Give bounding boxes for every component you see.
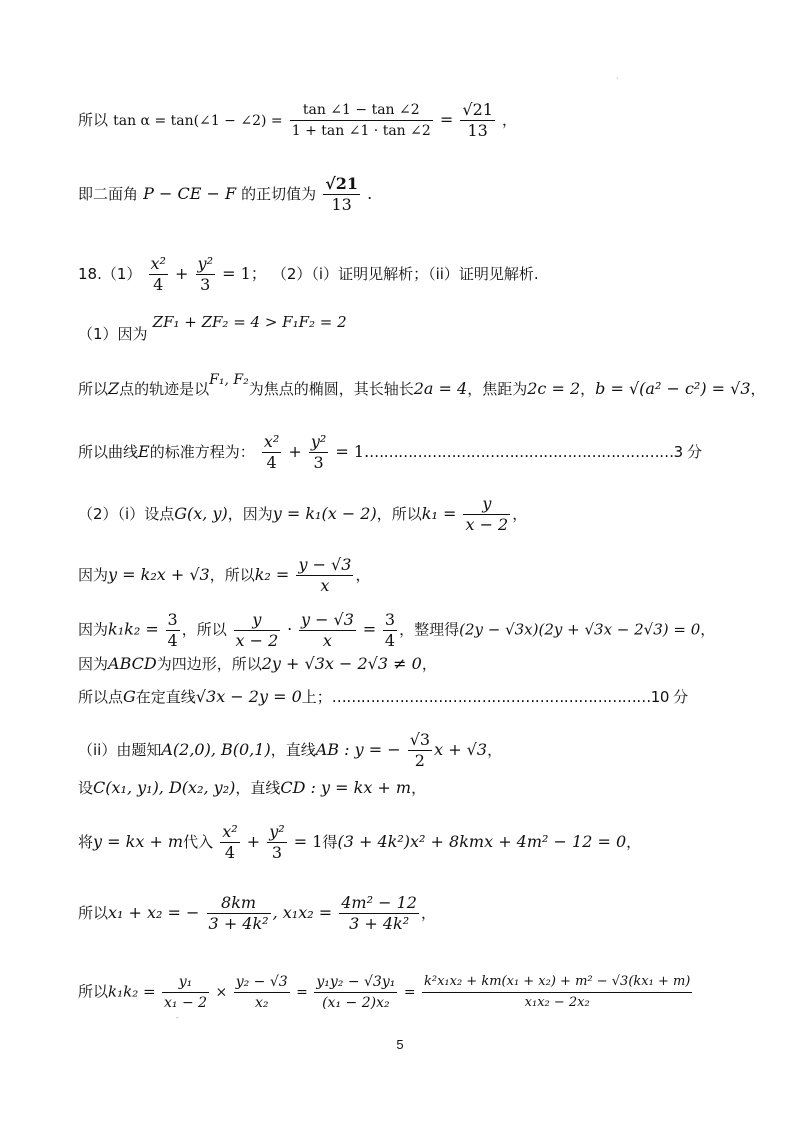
- numerator: x²: [150, 254, 166, 273]
- text: （2）（i）设点: [78, 505, 175, 523]
- text: ，: [487, 741, 503, 759]
- fraction: [220, 822, 239, 863]
- text: ，: [421, 655, 437, 673]
- math: =: [403, 984, 416, 1001]
- math: G: [123, 687, 136, 706]
- line-ellipse-def: [78, 372, 766, 400]
- text: 所以曲线: [78, 443, 139, 461]
- fraction: [296, 555, 353, 596]
- math: =: [439, 110, 454, 129]
- line-line-ab: [78, 730, 502, 771]
- score-marker: …………………………………………………………10 分: [331, 688, 688, 706]
- line-quadrilateral: [78, 654, 437, 674]
- math: Z: [108, 379, 120, 398]
- fraction: [383, 610, 397, 651]
- math: =: [296, 984, 308, 1001]
- numerator: 3: [167, 610, 178, 629]
- numerator: y: [463, 494, 510, 515]
- fraction: [309, 432, 328, 473]
- fraction: [234, 610, 281, 651]
- math: y = k₂x + √3: [108, 565, 210, 584]
- denominator: 4: [153, 275, 164, 294]
- text: 因为: [78, 655, 109, 673]
- numerator: y − √3: [300, 610, 354, 629]
- fraction: [460, 100, 495, 141]
- denominator: x₁x₂ − 2x₂: [524, 995, 590, 1010]
- line-k1k2-expand: [78, 972, 694, 1013]
- text: 将: [78, 833, 94, 851]
- numerator: √21: [325, 174, 359, 193]
- line-substitute: [78, 822, 641, 863]
- text: ，直线: [270, 741, 316, 759]
- numerator: y²: [269, 822, 285, 841]
- line-line-cd: [78, 778, 426, 798]
- text: 所以: [78, 111, 109, 129]
- math: = 1；: [222, 264, 267, 283]
- fraction: [339, 893, 419, 934]
- fraction: [422, 972, 692, 1013]
- math: = 1.: [335, 442, 370, 461]
- text: 点的轨迹是以: [119, 380, 210, 398]
- text: ，: [700, 620, 716, 639]
- text: 所以: [78, 380, 109, 398]
- text: 在定直线: [135, 688, 196, 706]
- line-answer-18: [78, 254, 539, 295]
- denominator: x: [322, 631, 332, 650]
- denominator: x − 2: [465, 515, 509, 534]
- denominator: x − 2: [235, 631, 279, 650]
- text: 的标准方程为：: [149, 443, 255, 461]
- text: 为焦点的椭圆，其长轴长: [248, 380, 414, 398]
- numerator: y₁: [162, 972, 209, 993]
- denominator: 2: [414, 751, 425, 770]
- fraction: [149, 254, 168, 295]
- text: ，因为: [227, 505, 273, 523]
- text: ，所以: [376, 505, 422, 523]
- line-k2: [78, 555, 370, 596]
- numerator: y₁y₂ − √3y₁: [314, 972, 397, 993]
- text: （ii）由题知: [78, 741, 162, 759]
- speck-mark: ·: [616, 74, 619, 83]
- text: ，焦距为: [467, 380, 528, 398]
- math: x + √3: [434, 740, 488, 759]
- line-k1k2: [78, 610, 715, 651]
- denominator: 1 + tan ∠1 · tan ∠2: [291, 123, 431, 139]
- text: ，: [580, 380, 596, 398]
- text: 为四边形，所以: [156, 655, 262, 673]
- denominator: 3: [200, 275, 211, 294]
- math: G(x, y): [174, 504, 228, 523]
- fraction: [207, 893, 271, 934]
- math: b = √(a² − c²) = √3: [595, 379, 751, 398]
- numerator: y²: [310, 432, 327, 451]
- text: 因为: [78, 566, 109, 584]
- math: k₁k₂ =: [108, 982, 156, 1001]
- math: ABCD: [108, 654, 157, 673]
- denominator: x: [320, 576, 330, 595]
- math: √3x − 2y = 0: [195, 687, 302, 706]
- text: ，整理得: [399, 620, 460, 639]
- math: 2a = 4: [413, 379, 468, 398]
- math: ZF₁ + ZF₂ = 4 > F₁F₂ = 2: [152, 313, 347, 331]
- text: ，: [626, 833, 642, 851]
- text: 的正切值为: [241, 185, 317, 203]
- fraction: [290, 100, 433, 141]
- text: （2）（i）证明见解析；（ii）证明见解析.: [271, 265, 539, 283]
- denominator: 3 + 4k²: [349, 914, 410, 933]
- text: 所以: [78, 904, 109, 922]
- text: 因为: [78, 620, 109, 639]
- numerator: √21: [462, 100, 493, 119]
- math: , x₁x₂ =: [272, 903, 333, 922]
- numerator: tan ∠1 − tan ∠2: [290, 100, 433, 121]
- math: +: [175, 264, 189, 283]
- text: ，所以: [181, 620, 227, 639]
- math: 2c = 2: [527, 379, 581, 398]
- math: CD : y = kx + m: [280, 778, 412, 797]
- text: ，直线: [235, 779, 281, 797]
- text: 得: [322, 833, 338, 851]
- math: ·: [287, 619, 293, 639]
- line-dihedral-angle: [78, 174, 372, 215]
- denominator: 3: [271, 843, 283, 862]
- math: (3 + 4k²)x² + 8kmx + 4m² − 12 = 0: [337, 832, 627, 851]
- line-tan-alpha: [78, 100, 517, 141]
- fraction: [234, 972, 290, 1013]
- text: 上；: [301, 688, 332, 706]
- math: F₁, F₂: [209, 372, 249, 388]
- speck-mark: -: [176, 1013, 179, 1022]
- line-because-1: [78, 312, 347, 343]
- denominator: x₁ − 2: [164, 995, 208, 1011]
- text: 所以点: [78, 688, 124, 706]
- math: 2y + √3x − 2√3 ≠ 0: [261, 654, 422, 673]
- fraction: [166, 610, 180, 651]
- score-marker: ………………………………………………………3 分: [369, 443, 702, 461]
- math: =: [362, 619, 377, 639]
- numerator: k²x₁x₂ + km(x₁ + x₂) + m² − √3(kx₁ + m): [422, 972, 692, 993]
- fraction: [162, 972, 209, 1013]
- denominator: 3: [313, 453, 324, 472]
- math: tan α = tan(∠1 − ∠2) =: [113, 113, 283, 129]
- fraction: [299, 610, 356, 651]
- numerator: y²: [197, 254, 213, 273]
- text: ，所以: [209, 566, 255, 584]
- numerator: y₂ − √3: [234, 972, 290, 993]
- fraction: [463, 494, 510, 535]
- math: k₁k₂ =: [108, 619, 159, 639]
- text: ，: [411, 779, 427, 797]
- numerator: √3: [409, 730, 431, 749]
- math: y = k₁(x − 2): [272, 504, 377, 523]
- fraction: [262, 432, 281, 473]
- fraction: [267, 822, 286, 863]
- denominator: 4: [224, 843, 236, 862]
- math: E: [138, 442, 150, 461]
- numerator: 3: [384, 610, 396, 629]
- numerator: 8km: [207, 893, 271, 914]
- text: ，: [750, 380, 766, 398]
- fraction: [408, 730, 432, 771]
- math: x₁ + x₂ = −: [108, 903, 200, 922]
- text: （1）因为: [78, 325, 148, 343]
- denominator: 3 + 4k²: [208, 914, 269, 933]
- math: C(x₁, y₁), D(x₂, y₂): [93, 778, 236, 797]
- math: y = kx + m: [93, 832, 184, 851]
- text: 即二面角: [78, 185, 139, 203]
- fraction: [196, 254, 215, 295]
- line-standard-equation: [78, 432, 701, 473]
- math: k₂ =: [254, 565, 290, 584]
- text: ，: [420, 904, 436, 922]
- numerator: x²: [263, 432, 280, 451]
- text: ，: [512, 505, 528, 523]
- math: = 1: [293, 832, 323, 851]
- math: A(2,0), B(0,1): [161, 740, 271, 759]
- text: 所以: [78, 982, 109, 1001]
- line-vieta: [78, 893, 436, 934]
- numerator: x²: [222, 822, 238, 841]
- line-fixed-line: [78, 687, 688, 707]
- text: 代入: [183, 833, 214, 851]
- numerator: 4m² − 12: [341, 893, 417, 912]
- math: k₁ =: [421, 504, 457, 523]
- numerator: y: [234, 610, 281, 631]
- line-point-g: [78, 494, 527, 535]
- denominator: 4: [167, 631, 178, 650]
- math: (2y − √3x)(2y + √3x − 2√3) = 0: [459, 620, 701, 639]
- math: P − CE − F: [143, 184, 237, 203]
- math: +: [246, 832, 261, 851]
- denominator: x₂: [254, 995, 269, 1011]
- denominator: (x₁ − 2)x₂: [322, 995, 390, 1011]
- denominator: 4: [266, 453, 277, 472]
- text: ，: [502, 111, 518, 129]
- math: AB : y = −: [315, 740, 401, 759]
- denominator: 13: [467, 121, 488, 140]
- denominator: 13: [331, 195, 352, 214]
- math: +: [288, 442, 302, 461]
- denominator: 4: [384, 631, 396, 650]
- fraction: [323, 174, 360, 215]
- page-number: 5: [396, 1037, 404, 1052]
- math: ×: [215, 984, 228, 1001]
- question-number: 18.（1）: [78, 265, 142, 283]
- text: .: [367, 184, 373, 203]
- text: 设: [78, 779, 94, 797]
- text: ，: [355, 566, 371, 584]
- fraction: [314, 972, 397, 1013]
- numerator: y − √3: [298, 555, 352, 574]
